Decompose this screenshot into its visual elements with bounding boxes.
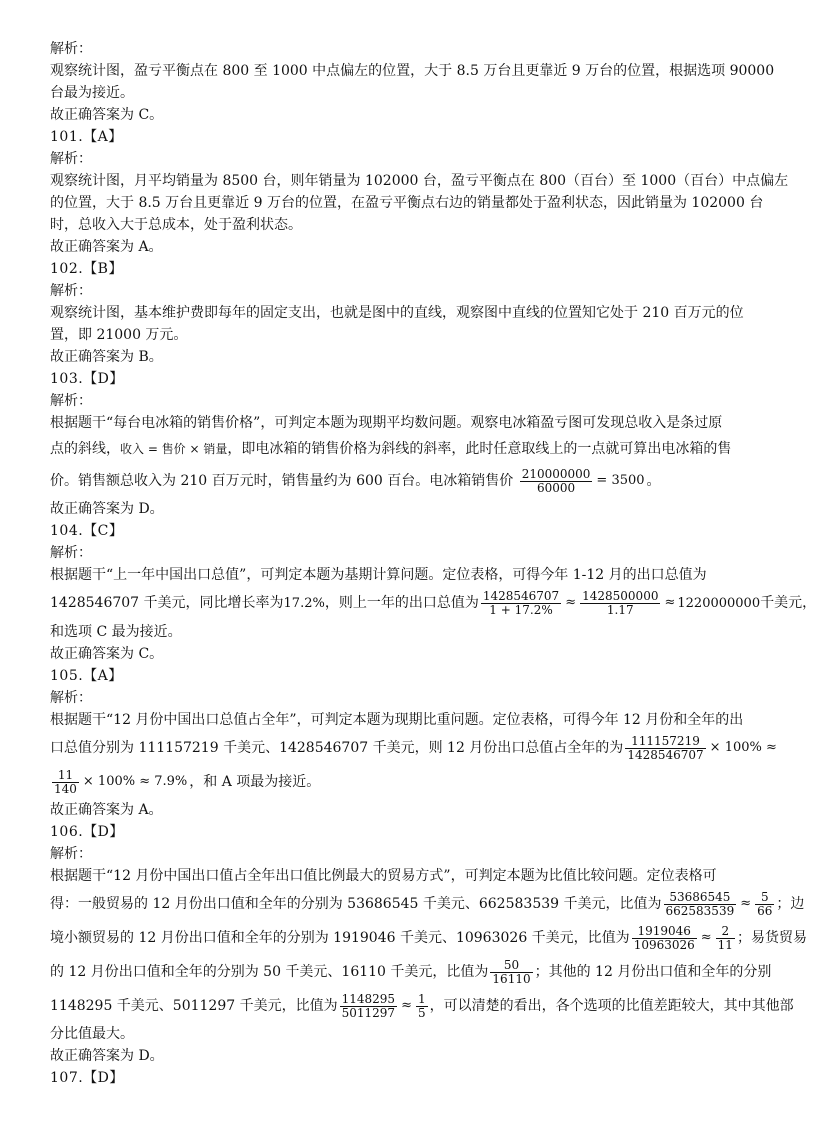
text-fragment: ，可以清楚的看出，各个选项的比值差距较大，其中其他部	[429, 998, 794, 1014]
question-number: 107.【D】	[50, 1070, 124, 1086]
text-fragment: ，和 A 项最为接近。	[189, 774, 321, 790]
fraction-denominator: 140	[54, 781, 77, 796]
fraction-denominator: 5011297	[341, 1005, 396, 1020]
answer-line: 故正确答案为 D。	[50, 501, 164, 517]
fraction-numerator: 11	[52, 769, 79, 783]
analysis-text	[50, 434, 755, 464]
percent-approx: × 100% ≈	[709, 740, 777, 755]
analysis-text	[50, 586, 816, 621]
fraction-numerator: 50	[490, 959, 532, 973]
text-fragment: 得：一般贸易的 12 月份出口值和全年的分别为 53686545 千美元、662583539 千美元，比值为	[50, 896, 662, 912]
fraction	[716, 925, 735, 952]
analysis-label: 解析：	[50, 41, 92, 57]
analysis-label: 解析：	[50, 151, 92, 167]
question-number: 105.【A】	[50, 668, 123, 684]
text-fragment: 。	[646, 473, 661, 489]
fraction-numerator: 5	[755, 891, 774, 905]
answer-line: 故正确答案为 C。	[50, 107, 164, 123]
analysis-text: 根据题干“每台电冰箱的销售价格”，可判定本题为现期平均数问题。观察电冰箱盈亏图可发现总收入是条过原	[50, 415, 723, 431]
result-value: 1220000000	[677, 596, 761, 611]
analysis-text: 时，总收入大于总成本，处于盈利状态。	[50, 217, 302, 233]
fraction-denominator: 11	[717, 937, 733, 952]
approx-sign: ≈	[565, 595, 577, 610]
analysis-text: 台最为接近。	[50, 85, 134, 101]
text-fragment: ；其他的 12 月份出口值和全年的分别	[534, 964, 772, 980]
answer-line: 故正确答案为 C。	[50, 646, 164, 662]
percent-result: × 100% ≈ 7.9%	[82, 774, 188, 789]
question-number: 103.【D】	[50, 371, 124, 387]
analysis-text: 置，即 21000 万元。	[50, 327, 188, 343]
analysis-text: 观察统计图，月平均销量为 8500 台，则年销量为 102000 台，盈亏平衡点在 800（百台）至 1000（百台）中点偏左	[50, 173, 789, 189]
text-fragment: 1428546707 千美元，同比增长率为	[50, 595, 284, 611]
analysis-text	[50, 921, 807, 955]
analysis-text	[50, 731, 777, 765]
fraction	[416, 993, 428, 1020]
text-fragment: 1148295 千美元、5011297 千美元，比值为	[50, 998, 338, 1014]
answer-line: 故正确答案为 A。	[50, 802, 163, 818]
approx-sign: ≈	[700, 930, 712, 945]
fraction	[580, 590, 660, 617]
approx-sign: ≈	[401, 998, 412, 1013]
approx-sign: ≈	[740, 896, 752, 911]
fraction-numerator: 53686545	[664, 891, 737, 905]
fraction-numerator: 1919046	[632, 925, 697, 939]
answer-line: 故正确答案为 D。	[50, 1048, 164, 1064]
growth-rate: 17.2%	[283, 596, 325, 611]
fraction-numerator: 1	[417, 991, 426, 1006]
fraction	[490, 959, 532, 986]
fraction-numerator: 1148295	[341, 991, 396, 1006]
text-fragment: ，则上一年的出口总值为	[324, 595, 479, 611]
text-fragment: 价。销售额总收入为 210 百万元时，销售量约为 600 百台。电冰箱销售价	[50, 473, 514, 489]
fraction	[340, 993, 397, 1020]
formula-inline: 收入 = 售价 × 销量	[120, 442, 228, 456]
text-fragment: 境小额贸易的 12 月份出口值和全年的分别为 1919046 千美元、10963026 千美元，比值为	[50, 930, 630, 946]
fraction-denominator: 5	[417, 1005, 426, 1020]
analysis-label: 解析：	[50, 283, 92, 299]
text-fragment: ；边	[776, 896, 805, 912]
fraction-numerator: 1428546707	[482, 588, 560, 603]
analysis-label: 解析：	[50, 393, 92, 409]
fraction-denominator: 1.17	[606, 602, 634, 617]
fraction-numerator: 210000000	[521, 466, 591, 481]
question-number: 101.【A】	[50, 129, 123, 145]
equals-result: = 3500	[596, 473, 645, 488]
analysis-text	[50, 887, 805, 921]
analysis-text	[50, 989, 794, 1023]
analysis-label: 解析：	[50, 545, 92, 561]
fraction	[520, 468, 593, 495]
analysis-text: 和选项 C 最为接近。	[50, 624, 182, 640]
text-fragment: 的 12 月份出口值和全年的分别为 50 千美元、16110 千美元，比值为	[50, 964, 489, 980]
analysis-label: 解析：	[50, 846, 92, 862]
analysis-text: 根据题干“12 月份中国出口总值占全年”，可判定本题为现期比重问题。定位表格，可得今年 12 月份和全年的出	[50, 712, 744, 728]
question-number: 104.【C】	[50, 523, 124, 539]
analysis-text: 的位置，大于 8.5 万台且更靠近 9 万台的位置，在盈亏平衡点右边的销量都处于盈利状态，因此销量为 102000 台	[50, 195, 764, 211]
fraction-denominator: 10963026	[633, 937, 695, 952]
fraction	[481, 590, 561, 617]
fraction-denominator: 1428546707	[627, 747, 704, 762]
question-number: 102.【B】	[50, 261, 123, 277]
fraction	[755, 891, 774, 918]
fraction-denominator: 16110	[492, 971, 531, 986]
analysis-text	[50, 464, 755, 498]
fraction-denominator: 1 + 17.2%	[489, 602, 553, 617]
approx-sign: ≈	[664, 595, 676, 610]
fraction-numerator: 1428500000	[582, 588, 659, 603]
answer-line: 故正确答案为 B。	[50, 349, 163, 365]
fraction-denominator: 60000	[536, 480, 576, 495]
fraction	[625, 735, 705, 762]
fraction-numerator: 111157219	[625, 735, 705, 749]
analysis-text: 观察统计图，盈亏平衡点在 800 至 1000 中点偏左的位置，大于 8.5 万台且更靠近 9 万台的位置，根据选项 90000	[50, 63, 775, 79]
analysis-text: 观察统计图，基本维护费即每年的固定支出，也就是图中的直线，观察图中直线的位置知它处于 210 百万元的位	[50, 305, 744, 321]
analysis-text: 分比值最大。	[50, 1026, 134, 1042]
text-fragment: ，即电冰箱的销售价格为斜线的斜率，此时任意取线上的一点就可算出电冰箱的售	[227, 441, 732, 457]
fraction-denominator: 66	[757, 903, 773, 918]
question-number: 106.【D】	[50, 824, 124, 840]
fraction-numerator: 2	[716, 925, 735, 939]
answer-line: 故正确答案为 A。	[50, 239, 163, 255]
fraction	[664, 891, 737, 918]
analysis-text: 根据题干“上一年中国出口总值”，可判定本题为基期计算问题。定位表格，可得今年 1-12 月的出口总值为	[50, 567, 707, 583]
analysis-text	[50, 765, 755, 799]
analysis-label: 解析：	[50, 690, 92, 706]
fraction	[52, 769, 79, 796]
analysis-text	[50, 955, 772, 989]
analysis-text: 根据题干“12 月份中国出口值占全年出口值比例最大的贸易方式”，可判定本题为比值比较问题。定位表格可	[50, 868, 717, 884]
text-fragment: ；易货贸易	[736, 930, 807, 946]
fraction	[632, 925, 697, 952]
text-fragment: 口总值分别为 111157219 千美元、1428546707 千美元，则 12 月份出口总值占全年的为	[50, 740, 624, 756]
text-fragment: 千美元，	[760, 595, 816, 611]
fraction-denominator: 662583539	[665, 903, 735, 918]
text-fragment: 点的斜线，	[50, 441, 120, 457]
document-body	[50, 38, 816, 1089]
